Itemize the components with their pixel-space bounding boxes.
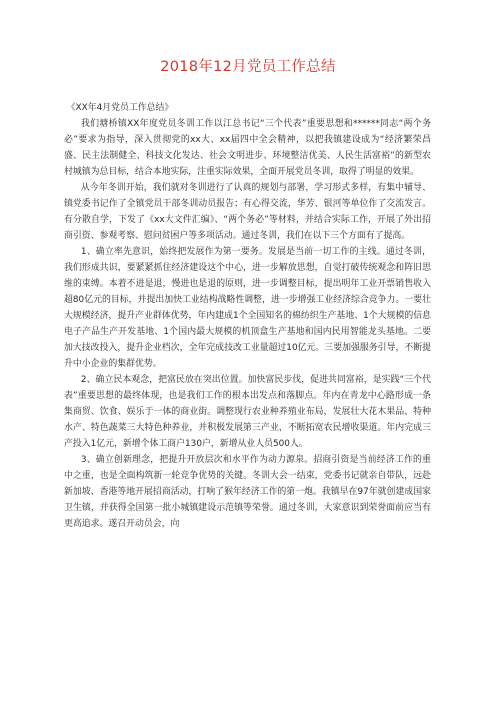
body-paragraph-point-3: 3、确立创新理念，把提升开放层次和水平作为动力源泉。招商引资是当前经济工作的重中之重，也是全面构筑新一轮竞争优势的关键。冬训大会一结束，党委书记就亲自带队，远赴新加坡、香港等地开展招商活动，打响了猴年经济工作的第一炮。我镇早在97年就创建成国家卫生镇，并获得全国第一批小城镇建设示范镇等荣誉。通过冬训，大家意识到荣誉面前应当有更高追求。遂召开动员会，向 [64,455,431,529]
document-body [64,100,431,532]
subtitle-paragraph: 《XX年4月党员工作总结》 [66,103,174,113]
body-paragraph-intro: 我们塘桥镇XX年度党员冬训工作以江总书记“三个代表”重要思想和******同志“两个务必”要求为指导，深入贯彻党的xx大、xx届四中全会精神，以把我镇建设成为“经济繁荣昌盛、民主法制健全、科技文化发达、社会文明进步、环境整洁优美、人民生活富裕”的新型农村城镇为总目标，结合本地实际，注重实际效果，全面开展党员冬训，取得了明显的效果。 [64,119,431,177]
body-paragraph-point-2: 2、确立民本观念，把富民放在突出位置。加快富民步伐，促进共同富裕，是实践“三个代表”重要思想的最终体现，也是我们工作的根本出发点和落脚点。年内在青龙中心路形成一条集商贸、饮食、娱乐于一体的商业街。调整现行农业种养殖业布局，发展壮大花木果品、特种水产、特色蔬菜三大特色种养业，并积极发展第三产业，不断拓宽农民增收渠道。年内完成三产投入1亿元，新增个体工商户130户，新增从业人员500人。 [64,375,431,449]
document-title: 2018年12月党员工作总结 [160,59,336,75]
body-paragraph-point-1: 1、确立率先意识，始终把发展作为第一要务。发展是当前一切工作的主线。通过冬训，我们形成共识，要紧紧抓住经济建设这个中心，进一步解放思想，自觉打破传统观念和阵旧思维的束缚。本着不进是退，慢进也是退的原则，进一步调整目标，提出明年工业开票销售收入超80亿元的目标，并提出加快工业结构战略性调整，进一步增强工业经济综合竞争力。一要壮大规模经济，提升产业群体优势，年内建成1个全国知名的棉纺织生产基地、1个大规模的信息电子产品生产开发基地、1个国内最大规模的机顶盒生产基地和国内民用智能龙头基地。二要加大技改投入，提升企业档次，全年完成技改工业量超过10亿元。三要加强服务引导，不断提升中小企业的集群优势。 [64,247,431,369]
body-paragraph-plan: 从今年冬训开始，我们就对冬训进行了认真的规划与部署，学习形式多样，有集中辅导、镇党委书记作了全镇党员干部冬训动员报告；有心得交流，华芳、银河等单位作了交流发言。有分散自学，下发了《xx大文件汇编》、“两个务必”等材料，并结合实际工作，开展了外出招商引资、参观考察、慰问贫困户等多项活动。通过冬训，我们在以下三个方面有了提高。 [64,183,431,241]
